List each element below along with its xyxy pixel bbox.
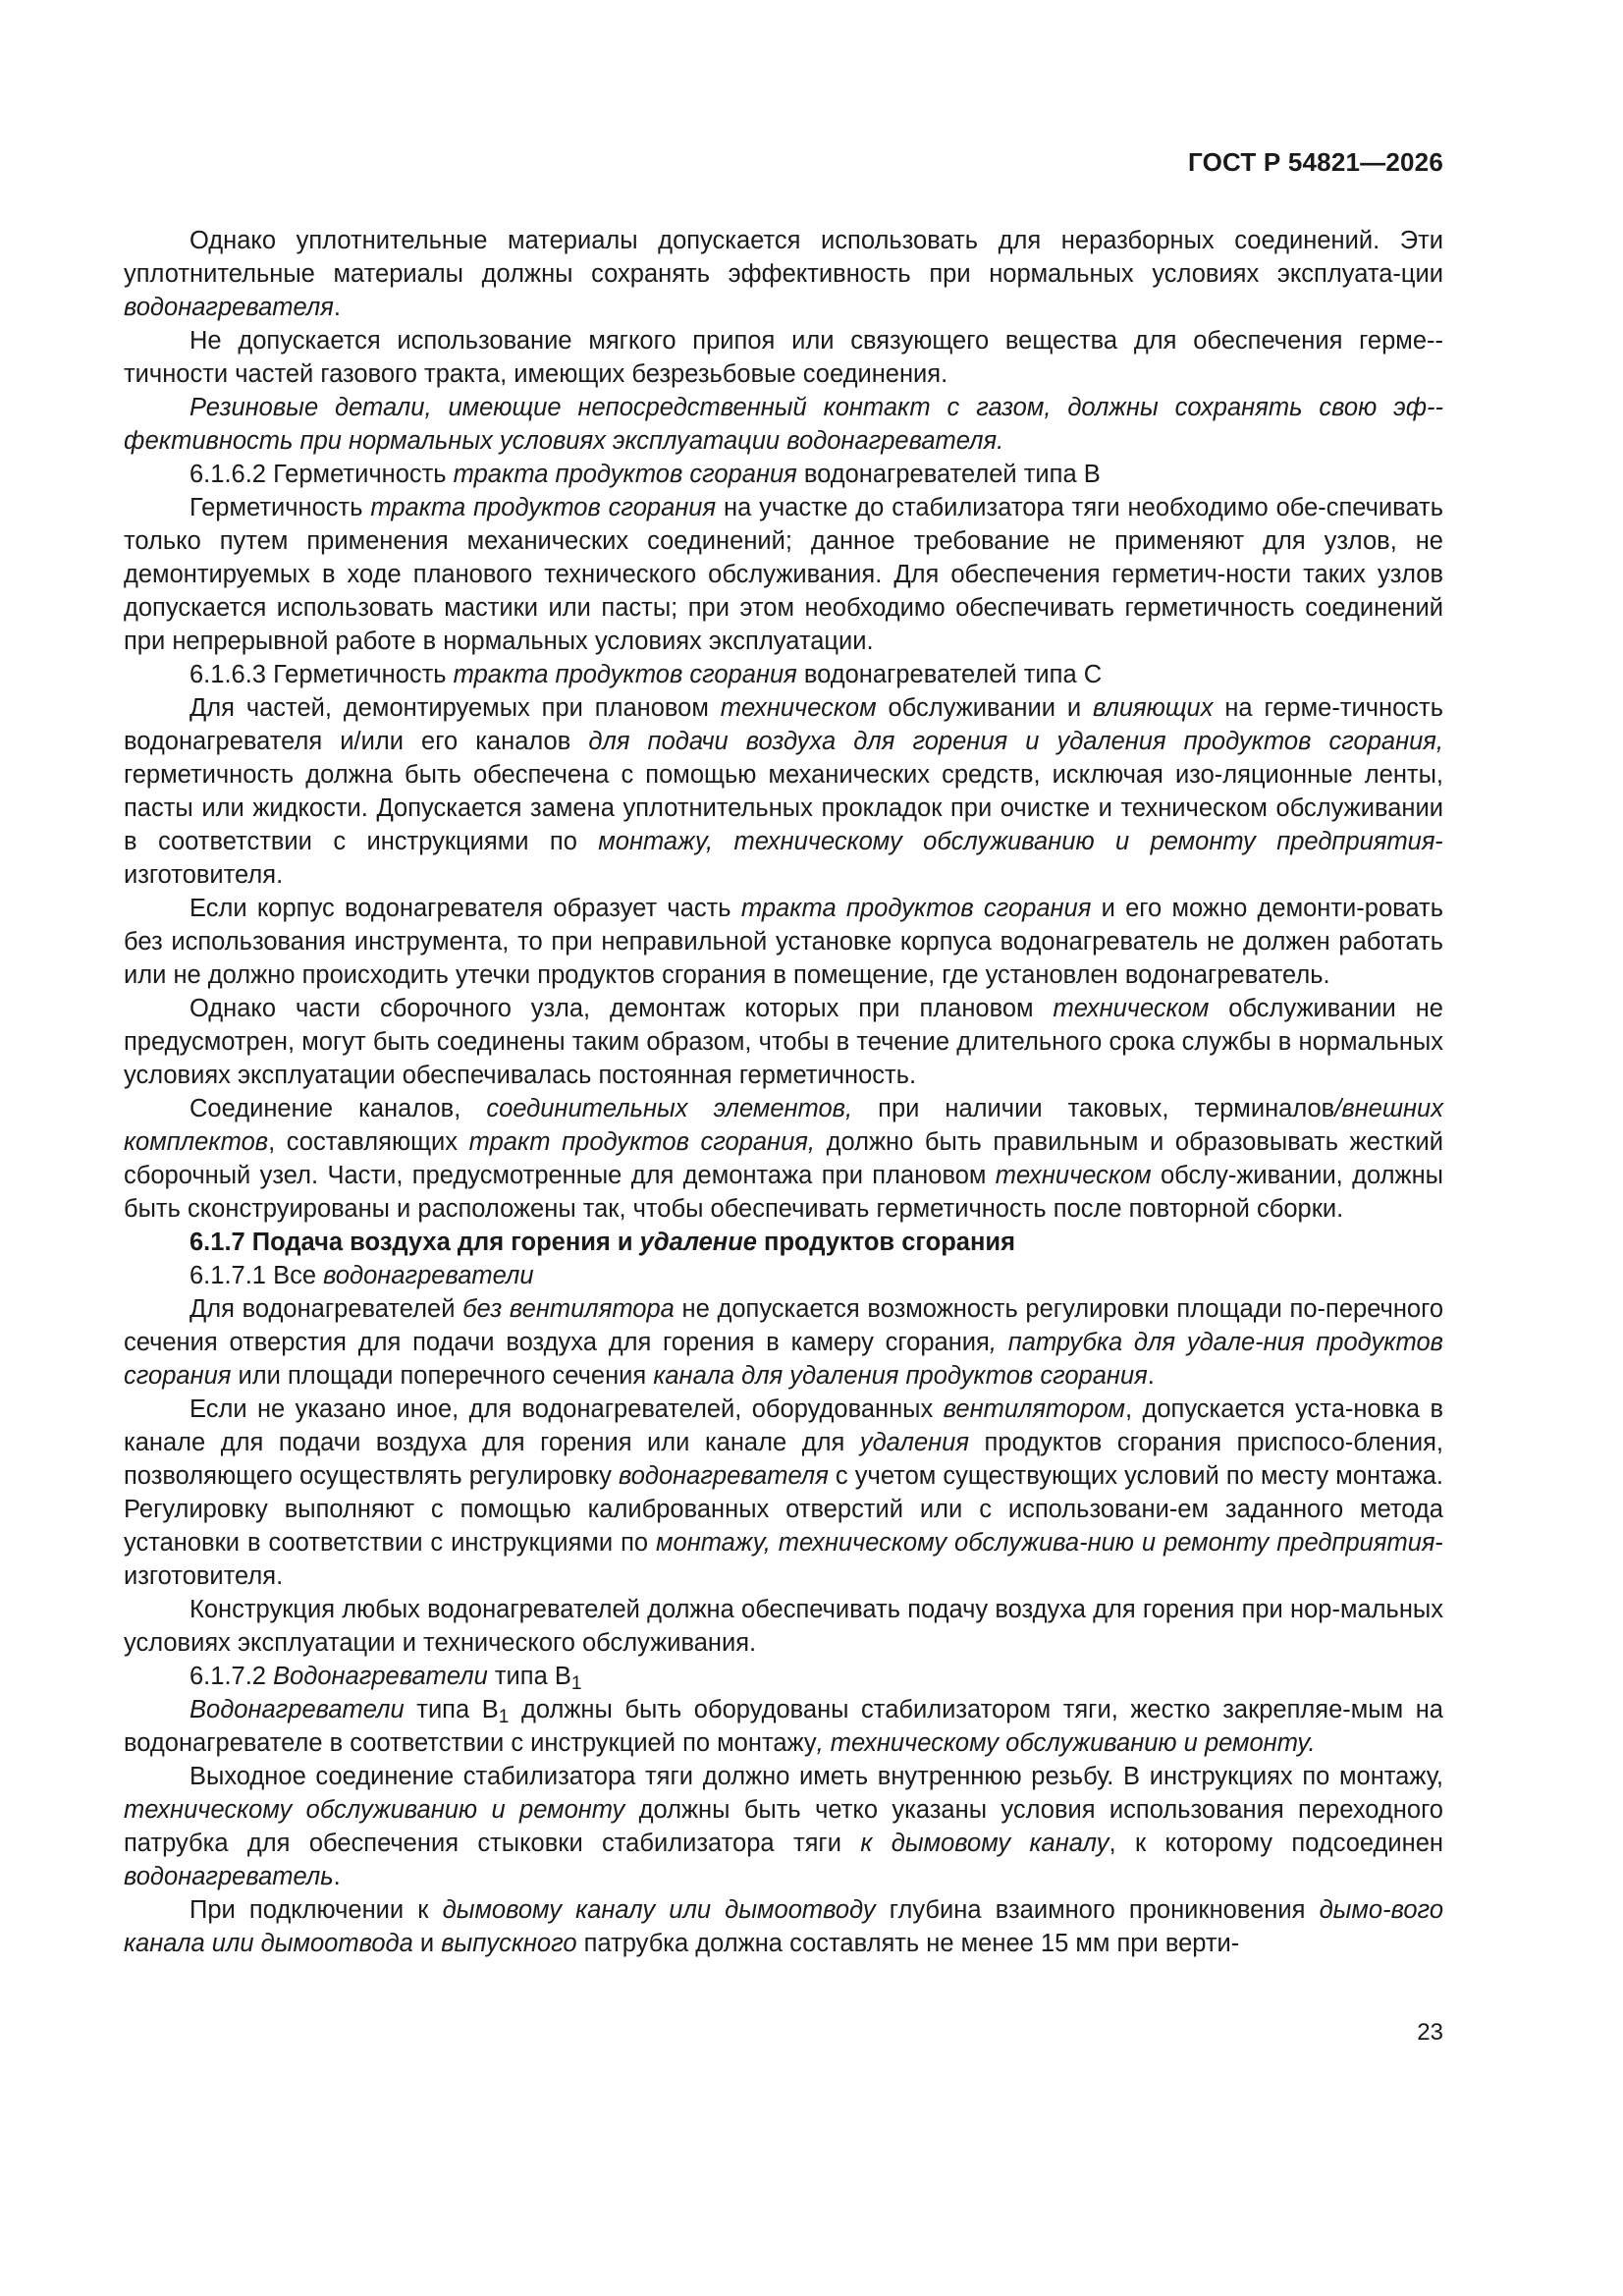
text-run: водонагревателей типа С	[796, 661, 1103, 688]
paragraph-p6	[124, 658, 1443, 691]
text-run: Если корпус водонагревателя образует часть	[189, 895, 741, 922]
text-run: 1	[498, 1706, 510, 1727]
text-run: должны быть четко указаны условия использования переходного патрубка для обеспечения стыковки стабилизатора тяги	[124, 1796, 1443, 1857]
text-run: , техническому обслуживанию и ремонту.	[816, 1729, 1316, 1757]
text-run: и	[412, 1930, 442, 1957]
text-run: Конструкция любых водонагревателей должна обеспечивать подачу воздуха для горения при нор-мальных условиях эксплуатации и технического обслуживания.	[124, 1596, 1443, 1657]
text-run: Однако уплотнительные материалы допускается использовать для неразборных соединений. Эти уплотнительные материалы должны сохранять эффективность при нормальных условиях эксплуата-ции	[124, 227, 1443, 288]
text-run: тракта продуктов сгорания	[370, 494, 717, 521]
text-run: .	[1147, 1362, 1155, 1390]
text-run: 6.1.7.2	[189, 1663, 274, 1690]
text-run: .	[333, 1863, 341, 1890]
text-run: водонагревателя	[618, 1462, 829, 1490]
text-run: -изготовителя.	[124, 1529, 1444, 1590]
text-run: 6.1.6.3 Герметичность	[189, 661, 454, 688]
paragraph-p9	[124, 992, 1443, 1092]
text-run: водонагревателей типа В	[796, 461, 1101, 488]
text-run: к дымовому каналу	[860, 1830, 1109, 1857]
text-run: удаления	[859, 1429, 969, 1456]
text-run: Для водонагревателей	[189, 1295, 463, 1323]
text-run: при наличии таковых, терминалов	[852, 1095, 1335, 1122]
text-run: техническом	[995, 1162, 1152, 1189]
text-run: должны быть оборудованы стабилизатором тяги, жестко закрепляе-мым на водонагревателе в соответствии с инструкцией по монтажу	[124, 1696, 1443, 1757]
text-run: тракта продуктов сгорания	[453, 461, 797, 488]
text-run: продуктов сгорания	[756, 1229, 1015, 1256]
text-run: на герме-тичность водонагревателя и/или его каналов	[124, 694, 1443, 755]
text-run: /внешних комплектов	[124, 1095, 1443, 1156]
text-run: герметичность должна быть обеспечена с помощью механических средств, исключая изо-ляционные ленты, пасты или жидкости. Допускается замена уплотнительных прокладок при очистке и техническом обслуживании в соответствии с инструкциями по	[124, 761, 1443, 855]
text-run: водонагреватели	[323, 1262, 534, 1289]
text-run: или площади поперечного сечения	[231, 1362, 654, 1390]
text-run: техническому обслуживанию и ремонту	[124, 1796, 625, 1824]
text-run: Водонагреватели	[189, 1696, 405, 1723]
paragraph-p12	[124, 1259, 1443, 1292]
text-run: типа В	[487, 1663, 571, 1690]
text-run: монтажу, техническому обслужива-нию и ремонту предприятия	[656, 1529, 1435, 1557]
text-run: глубина взаимного проникновения	[875, 1896, 1320, 1924]
text-run: техническом	[720, 694, 877, 722]
paragraph-p16	[124, 1660, 1443, 1693]
paragraph-p10	[124, 1092, 1443, 1226]
text-run: Если не указано иное, для водонагревателей, оборудованных	[189, 1395, 944, 1423]
text-run: удаление	[639, 1229, 757, 1256]
text-run: патрубка должна составлять не менее 15 мм при верти-	[576, 1930, 1240, 1957]
paragraph-p11	[124, 1226, 1443, 1259]
document-body	[124, 224, 1443, 1960]
paragraph-p8	[124, 892, 1443, 992]
text-run: не допускается возможность регулировки площади по-перечного сечения отверстия для подачи воздуха для горения в камеру сгорания	[124, 1295, 1444, 1356]
paragraph-p2	[124, 324, 1443, 391]
text-run: тракт продуктов сгорания,	[468, 1128, 815, 1156]
page-number: 23	[1417, 2019, 1443, 2046]
text-run: Водонагреватели	[273, 1663, 488, 1690]
text-run: водонагревателя	[124, 294, 334, 321]
text-run: 6.1.6.2 Герметичность	[189, 461, 454, 488]
text-run: Однако части сборочного узла, демонтаж которых при плановом	[189, 995, 1054, 1022]
text-run: тракта продуктов сгорания	[453, 661, 797, 688]
text-run: и его можно демонти-ровать без использования инструмента, то при неправильной установке корпуса водонагреватель не должен работать или не должно происходить утечки продуктов сгорания в помещение, где установлен водонагреватель.	[124, 895, 1443, 989]
paragraph-p7	[124, 691, 1443, 892]
paragraph-p1	[124, 224, 1443, 324]
paragraph-p3	[124, 391, 1443, 458]
text-run: , составляющих	[268, 1128, 469, 1156]
text-run: выпускного	[441, 1930, 577, 1957]
paragraph-p4	[124, 458, 1443, 491]
text-run: 6.1.7.1 Все	[189, 1262, 324, 1289]
paragraph-p19	[124, 1893, 1443, 1960]
text-run: вентилятором	[943, 1395, 1126, 1423]
text-run: монтажу, техническому обслуживанию и ремонту предприятия	[598, 828, 1435, 855]
text-run: 1	[570, 1672, 582, 1694]
text-run: Герметичность	[189, 494, 371, 521]
text-run: , к которому подсоединен	[1109, 1830, 1443, 1857]
paragraph-p5	[124, 491, 1443, 658]
text-run: обслуживании и	[876, 694, 1093, 722]
text-run: влияющих	[1093, 694, 1214, 722]
text-run: Не допускается использование мягкого припоя или связующего вещества для обеспечения герме-тичности частей газового тракта, имеющих безрезьбовые соединения.	[124, 327, 1443, 388]
text-run: При подключении к	[189, 1896, 443, 1924]
text-run: Выходное соединение стабилизатора тяги должно иметь внутреннюю резьбу. В инструкциях по монтажу,	[189, 1763, 1443, 1790]
text-run: без вентилятора	[462, 1295, 675, 1323]
text-run: Соединение каналов,	[189, 1095, 487, 1122]
text-run: Для частей, демонтируемых при плановом	[189, 694, 721, 722]
paragraph-p14	[124, 1393, 1443, 1593]
text-run: Резиновые детали, имеющие непосредственный контакт с газом, должны сохранять свою эф-фективность при нормальных условиях эксплуатации водонагревателя.	[124, 394, 1443, 455]
paragraph-p13	[124, 1292, 1443, 1393]
text-run: водонагреватель	[124, 1863, 334, 1890]
text-run: , допускается уста-новка в канале для подачи воздуха для горения или канале для	[124, 1395, 1443, 1456]
text-run: обслу-живании, должны быть сконструированы и расположены так, чтобы обеспечивать герметичность после повторной сборки.	[124, 1162, 1443, 1223]
text-run: тракта продуктов сгорания	[740, 895, 1092, 922]
text-run: канала для удаления продуктов сгорания	[653, 1362, 1148, 1390]
text-run: дымовому каналу или дымоотводу	[442, 1896, 876, 1924]
text-run: 6.1.7 Подача воздуха для горения и	[189, 1229, 640, 1256]
text-run: обслуживании не предусмотрен, могут быть соединены таким образом, чтобы в течение длительного срока службы в нормальных условиях эксплуатации обеспечивалась постоянная герметичность.	[124, 995, 1443, 1089]
paragraph-p17	[124, 1693, 1443, 1760]
text-run: дымо-вого канала или дымоотвода	[124, 1896, 1443, 1957]
text-run: должно быть правильным и образовывать жесткий сборочный узел. Части, предусмотренные для демонтажа при плановом	[124, 1128, 1443, 1189]
text-run: с учетом существующих условий по месту монтажа. Регулировку выполняют с помощью калиброванных отверстий или с использовани-ем заданного метода установки в соответствии с инструкциями по	[124, 1462, 1443, 1557]
document-header	[1188, 147, 1443, 178]
paragraph-p15	[124, 1593, 1443, 1660]
text-run: типа В	[404, 1696, 499, 1723]
standard-code: ГОСТ Р 54821—2026	[1188, 147, 1443, 177]
text-run: на участке до стабилизатора тяги необходимо обе-спечивать только путем применения механических соединений; данное требование не применяют для узлов, не демонтируемых в ходе планового технического обслуживания. Для обеспечения герметич-ности таких узлов допускается использовать мастики или пасты; при этом необходимо обеспечивать герметичность соединений при непрерывной работе в нормальных условиях эксплуатации.	[124, 494, 1444, 655]
text-run: соединительных элементов,	[486, 1095, 853, 1122]
text-run: техническом	[1053, 995, 1210, 1022]
text-run: продуктов сгорания приспосо-бления, позволяющего осуществлять регулировку	[124, 1429, 1443, 1490]
text-run: .	[333, 294, 341, 321]
paragraph-p18	[124, 1760, 1443, 1893]
text-run: -изготовителя.	[124, 828, 1443, 889]
text-run: , патрубка для удале-ния продуктов сгорания	[124, 1329, 1443, 1390]
text-run: для подачи воздуха для горения и удаления продуктов сгорания,	[588, 728, 1443, 755]
